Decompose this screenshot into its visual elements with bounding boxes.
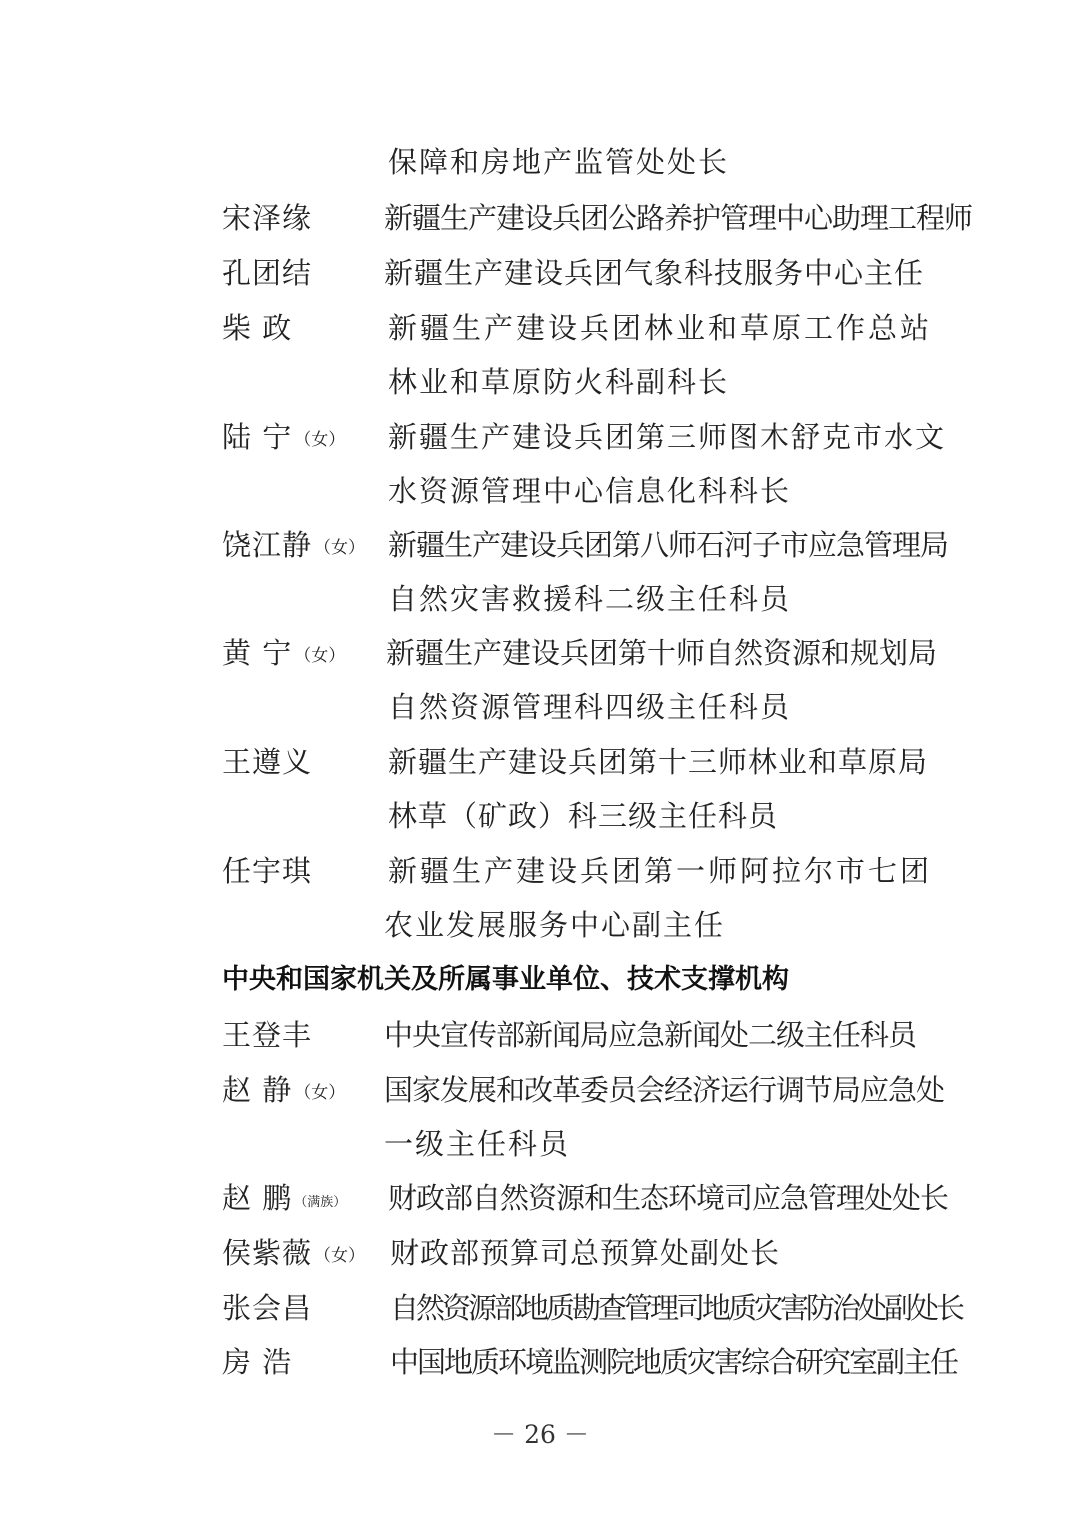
entry-title-line: 一级主任科员 [384, 1127, 571, 1161]
entry-name: 饶江静 （女） [222, 528, 366, 562]
entry-name: 任宇琪 [222, 854, 313, 888]
entry-title-line: 新疆生产建设兵团林业和草原工作总站 [388, 311, 933, 345]
entry-name: 陆 宁 （女） [222, 420, 346, 454]
entry-title-line: 新疆生产建设兵团气象科技服务中心主任 [384, 256, 925, 290]
entry-name: 王登丰 [222, 1018, 313, 1052]
page-number: － 26 － [491, 1420, 589, 1449]
entry-title-line: 林草（矿政）科三级主任科员 [388, 799, 779, 833]
entry-title-line: 新疆生产建设兵团第十三师林业和草原局 [388, 745, 929, 779]
entry-title-line: 新疆生产建设兵团第三师图木舒克市水文 [388, 420, 947, 454]
entry-title-line: 自然资源管理科四级主任科员 [388, 690, 792, 724]
entry-title-line: 自然灾害救援科二级主任科员 [388, 582, 792, 616]
entry-name: 孔团结 [222, 256, 313, 290]
entry-name: 房 浩 [222, 1345, 293, 1379]
entry-title-line: 新疆生产建设兵团公路养护管理中心助理工程师 [384, 201, 973, 235]
entry-name: 张会昌 [222, 1291, 313, 1325]
entry-name: 赵 静 （女） [222, 1073, 346, 1107]
entry-title-line: 财政部预算司总预算处副处长 [390, 1236, 781, 1270]
entry-name: 王遵义 [222, 745, 313, 779]
entry-name: 侯紫薇 （女） [222, 1236, 366, 1270]
entry-title-line: 新疆生产建设兵团第十师自然资源和规划局 [386, 636, 938, 670]
entry-name: 赵 鹏 （满族） [222, 1181, 347, 1215]
entry-name: 柴 政 [222, 311, 293, 345]
entry-name: 黄 宁 （女） [222, 636, 346, 670]
continuation-line: 保障和房地产监管处处长 [388, 145, 730, 179]
section-heading: 中央和国家机关及所属事业单位、技术支撑机构 [222, 964, 789, 995]
entry-title-line: 自然资源部地质勘查管理司地质灾害防治处副处长 [390, 1291, 963, 1325]
entry-title-line: 水资源管理中心信息化科科长 [388, 474, 792, 508]
entry-title-line: 农业发展服务中心副主任 [384, 908, 726, 942]
entry-title-line: 国家发展和改革委员会经济运行调节局应急处 [384, 1073, 945, 1107]
entry-title-line: 林业和草原防火科副科长 [388, 365, 730, 399]
entry-title-line: 中国地质环境监测院地质灾害综合研究室副主任 [390, 1345, 958, 1379]
entry-title-line: 新疆生产建设兵团第一师阿拉尔市七团 [388, 854, 933, 888]
entry-name: 宋泽缘 [222, 201, 313, 235]
entry-title-line: 中央宣传部新闻局应急新闻处二级主任科员 [384, 1018, 917, 1052]
entry-title-line: 财政部自然资源和生态环境司应急管理处处长 [388, 1181, 949, 1215]
entry-title-line: 新疆生产建设兵团第八师石河子市应急管理局 [388, 528, 949, 562]
